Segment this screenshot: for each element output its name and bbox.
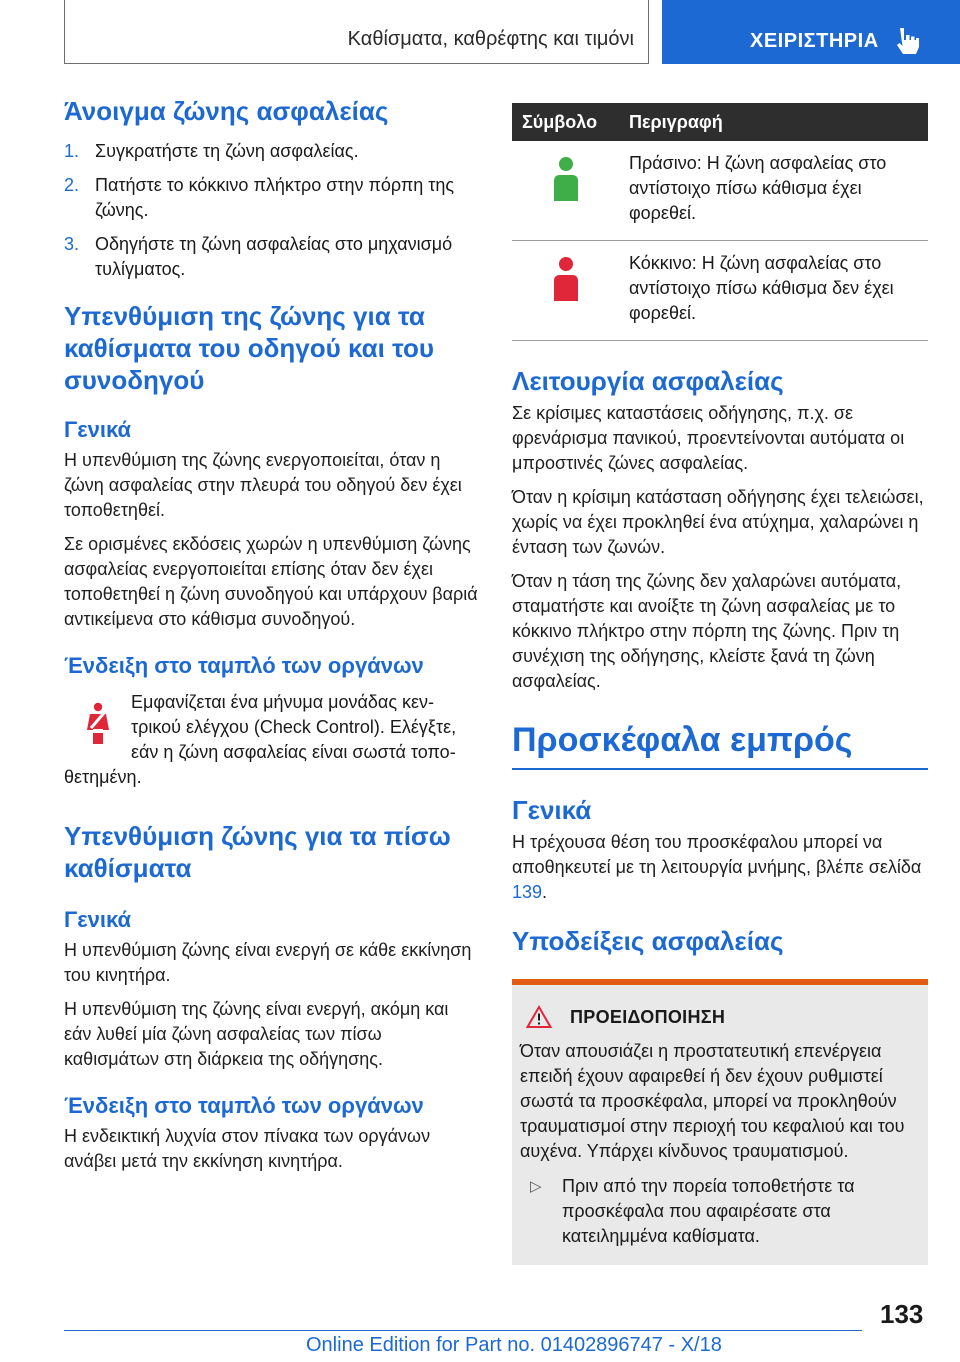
page-number: 133: [880, 1299, 924, 1329]
header-section-title: Καθίσματα, καθρέφτης και τιμόνι: [347, 28, 634, 50]
triangle-bullet-icon: ▷: [530, 1178, 542, 1195]
heading-general-3: Γενικά: [512, 795, 592, 825]
table-header-row: [512, 103, 928, 141]
seatbelt-warning-icon: [82, 702, 114, 746]
left-column: [64, 95, 478, 1174]
paragraph-general-3: Η τρέχουσα θέση του προσκέφαλου μπορεί να αποθηκευτεί με τη λειτουργία μνήμης, βλέπε σελίδα 139.: [512, 832, 922, 902]
heading-safety-function: Λειτουργία ασφαλείας: [512, 366, 784, 396]
heading-indicator-1: Ένδειξη στο ταμπλό των οργάνων: [64, 653, 424, 678]
table-cell-description: Κόκκινο: Η ζώνη ασφαλείας στο αντίστοιχο πίσω κάθισμα δεν έχει φορεθεί.: [619, 241, 928, 341]
paragraph-safety-2: Όταν η κρίσιμη κατάσταση οδήγησης έχει τελειώσει, χωρίς να έχει προκληθεί ένα ατύχημα, χαλαρώνει η ένταση των ζωνών.: [512, 487, 924, 557]
warning-triangle-icon: [526, 1005, 552, 1029]
warning-title: ΠΡΟΕΙΔΟΠΟΙΗΣΗ: [526, 1005, 914, 1029]
paragraph-general-2b: Η υπενθύμιση της ζώνης είναι ενεργή, ακόμη και εάν λυθεί μία ζώνη ασφαλείας των πίσω καθισμάτων στη διάρκεια της οδήγησης.: [64, 999, 449, 1069]
indicator-line: εάν η ζώνη ασφαλείας είναι σωστά τοπο-: [131, 742, 456, 762]
header-tab[interactable]: [662, 0, 960, 64]
hand-pointer-icon: [891, 24, 923, 56]
list-item: 1. Συγκρατήστε τη ζώνη ασφαλείας.: [64, 141, 359, 161]
header-tab-label: ΧΕΙΡΙΣΤΗΡΙΑ: [750, 30, 879, 52]
heading-underline: [512, 768, 928, 770]
heading-safety-notes: Υποδείξεις ασφαλείας: [512, 926, 784, 956]
table-header-description: Περιγραφή: [619, 103, 928, 141]
table-row: [512, 141, 928, 241]
footer-edition: Online Edition for Part no. 01402896747 - X/18: [306, 1334, 722, 1356]
steps-list: [64, 139, 478, 282]
table-cell-description: Πράσινο: Η ζώνη ασφαλείας στο αντίστοιχο πίσω κάθισμα έχει φορεθεί.: [619, 141, 928, 241]
indicator-line: τρικού ελέγχου (Check Control). Ελέγξτε,: [131, 717, 457, 737]
indicator-line: Εμφανίζεται ένα μήνυμα μονάδας κεν-: [131, 692, 435, 712]
heading-headrests: Προσκέφαλα εμπρός: [512, 721, 853, 759]
paragraph-general-1b: Σε ορισμένες εκδόσεις χωρών η υπενθύμιση ζώνης ασφαλείας ενεργοποιείται επίσης όταν δεν έχει τοποθετηθεί η ζώνη συνοδηγού και υπάρχουν βαριά αντικείμενα στο κάθισμα συνοδηγού.: [64, 534, 478, 629]
heading-open-belt: Άνοιγμα ζώνης ασφαλείας: [64, 96, 389, 126]
heading-indicator-2: Ένδειξη στο ταμπλό των οργάνων: [64, 1093, 424, 1118]
green-seat-occupant-icon: [549, 155, 583, 207]
warning-box: [512, 979, 928, 1265]
header-section: [64, 0, 649, 64]
table-cell-symbol: [512, 141, 619, 241]
indicator-block: [64, 690, 478, 790]
table-header-symbol: Σύμβολο: [512, 103, 619, 141]
page-link-139[interactable]: 139: [512, 882, 543, 902]
heading-general-1: Γενικά: [64, 417, 132, 442]
table-row: [512, 241, 928, 341]
heading-reminder-front: Υπενθύμιση της ζώνης για τα καθίσματα του οδηγού και του συνοδηγού: [64, 301, 434, 395]
red-seat-occupant-icon: [549, 255, 583, 307]
indicator-line: θετημένη.: [64, 767, 142, 787]
paragraph-indicator-2: Η ενδεικτική λυχνία στον πίνακα των οργάνων ανάβει μετά την εκκίνηση κινητήρα.: [64, 1126, 431, 1171]
table-cell-symbol: [512, 241, 619, 341]
heading-reminder-rear: Υπενθύμιση ζώνης για τα πίσω καθίσματα: [64, 821, 451, 883]
heading-general-2: Γενικά: [64, 907, 132, 932]
footer-divider: [64, 1330, 862, 1331]
warning-text: Όταν απουσιάζει η προστατευτική επενέργεια επειδή έχουν αφαιρεθεί ή δεν έχουν ρυθμιστεί σωστά τα προσκέφαλα, μπορεί να προκληθούν τραυματισμοί στην περιοχή του κεφαλιού και του αυχένα. Υπάρχει κίνδυνος τραυματισμού.: [520, 1041, 905, 1161]
right-column: [512, 96, 928, 1265]
warning-bullet: ▷ Πριν από την πορεία τοποθετήστε τα προσκέφαλα που αφαιρέσατε στα κατειλημμένα καθίσματα.: [530, 1176, 855, 1246]
list-item: 3. Οδηγήστε τη ζώνη ασφαλείας στο μηχανισμό τυλίγματος.: [64, 234, 453, 279]
symbol-table: [512, 103, 928, 341]
paragraph-safety-3: Όταν η τάση της ζώνης δεν χαλαρώνει αυτόματα, σταματήστε και ανοίξτε τη ζώνη ασφαλείας με το κόκκινο πλήκτρο στην πόρπη της ζώνης. Πριν τη συνέχιση της οδήγησης, κλείστε ξανά τη ζώνη ασφαλείας.: [512, 571, 902, 691]
paragraph-general-1a: Η υπενθύμιση της ζώνης ενεργοποιείται, όταν η ζώνη ασφαλείας στην πλευρά του οδηγού δεν έχει τοποθετηθεί.: [64, 450, 462, 520]
paragraph-general-2a: Η υπενθύμιση ζώνης είναι ενεργή σε κάθε εκκίνηση του κινητήρα.: [64, 940, 472, 985]
list-item: 2. Πατήστε το κόκκινο πλήκτρο στην πόρπη της ζώνης.: [64, 175, 455, 220]
paragraph-safety-1: Σε κρίσιμες καταστάσεις οδήγησης, π.χ. σε φρενάρισμα πανικού, προεντείνονται αυτόματα οι μπροστινές ζώνες ασφαλείας.: [512, 403, 905, 473]
